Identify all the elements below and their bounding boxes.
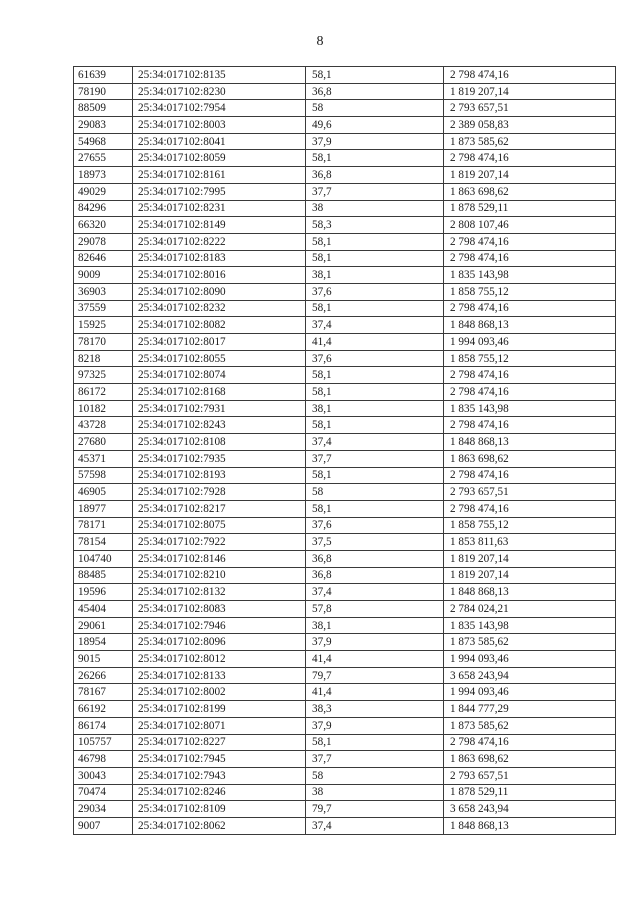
cadastral-value-cell: 1 819 207,14	[444, 83, 616, 100]
area-cell: 58,1	[306, 417, 444, 434]
record-number-cell: 9007	[74, 817, 133, 834]
cadastral-number-cell: 25:34:017102:8210	[133, 567, 306, 584]
cadastral-value-cell: 1 835 143,98	[444, 400, 616, 417]
area-cell: 37,9	[306, 634, 444, 651]
record-number-cell: 37559	[74, 300, 133, 317]
cadastral-number-cell: 25:34:017102:8135	[133, 67, 306, 84]
area-cell: 58	[306, 100, 444, 117]
area-cell: 37,9	[306, 133, 444, 150]
record-number-cell: 86174	[74, 717, 133, 734]
table-row	[74, 651, 616, 668]
cadastral-number-cell: 25:34:017102:8230	[133, 83, 306, 100]
record-number-cell: 78190	[74, 83, 133, 100]
cadastral-value-cell: 1 835 143,98	[444, 617, 616, 634]
cadastral-value-cell: 2 798 474,16	[444, 300, 616, 317]
table-row	[74, 300, 616, 317]
cadastral-number-cell: 25:34:017102:8149	[133, 217, 306, 234]
cadastral-number-cell: 25:34:017102:8012	[133, 651, 306, 668]
table-row	[74, 767, 616, 784]
cadastral-number-cell: 25:34:017102:8003	[133, 117, 306, 134]
record-number-cell: 30043	[74, 767, 133, 784]
table-row	[74, 684, 616, 701]
record-number-cell: 9015	[74, 651, 133, 668]
table-row	[74, 417, 616, 434]
cadastral-value-cell: 2 793 657,51	[444, 767, 616, 784]
table-row	[74, 717, 616, 734]
cadastral-value-cell: 1 848 868,13	[444, 434, 616, 451]
record-number-cell: 15925	[74, 317, 133, 334]
cadastral-number-cell: 25:34:017102:8227	[133, 734, 306, 751]
area-cell: 38,1	[306, 617, 444, 634]
table-row	[74, 167, 616, 184]
table-row	[74, 183, 616, 200]
table-row	[74, 500, 616, 517]
record-number-cell: 97325	[74, 367, 133, 384]
table-row	[74, 751, 616, 768]
table-row	[74, 317, 616, 334]
record-number-cell: 88485	[74, 567, 133, 584]
area-cell: 37,6	[306, 283, 444, 300]
area-cell: 38	[306, 200, 444, 217]
table-row	[74, 450, 616, 467]
record-number-cell: 29034	[74, 801, 133, 818]
record-number-cell: 104740	[74, 550, 133, 567]
record-number-cell: 49029	[74, 183, 133, 200]
cadastral-number-cell: 25:34:017102:8083	[133, 601, 306, 618]
table-row	[74, 217, 616, 234]
area-cell: 37,7	[306, 183, 444, 200]
table-row	[74, 334, 616, 351]
record-number-cell: 29078	[74, 233, 133, 250]
cadastral-number-cell: 25:34:017102:7928	[133, 484, 306, 501]
record-number-cell: 8218	[74, 350, 133, 367]
cadastral-value-cell: 2 798 474,16	[444, 500, 616, 517]
cadastral-value-cell: 1 853 811,63	[444, 534, 616, 551]
record-number-cell: 57598	[74, 467, 133, 484]
record-number-cell: 36903	[74, 283, 133, 300]
record-number-cell: 45371	[74, 450, 133, 467]
cadastral-number-cell: 25:34:017102:8074	[133, 367, 306, 384]
cadastral-number-cell: 25:34:017102:8193	[133, 467, 306, 484]
area-cell: 37,4	[306, 817, 444, 834]
area-cell: 37,7	[306, 751, 444, 768]
table-row	[74, 484, 616, 501]
record-number-cell: 78170	[74, 334, 133, 351]
cadastral-value-cell: 1 858 755,12	[444, 517, 616, 534]
area-cell: 41,4	[306, 651, 444, 668]
cadastral-number-cell: 25:34:017102:7954	[133, 100, 306, 117]
record-number-cell: 27680	[74, 434, 133, 451]
area-cell: 58,1	[306, 150, 444, 167]
table-row	[74, 567, 616, 584]
record-number-cell: 88509	[74, 100, 133, 117]
table-row	[74, 701, 616, 718]
property-table-body	[74, 67, 616, 835]
cadastral-value-cell: 1 835 143,98	[444, 267, 616, 284]
area-cell: 37,4	[306, 584, 444, 601]
cadastral-number-cell: 25:34:017102:7935	[133, 450, 306, 467]
cadastral-number-cell: 25:34:017102:8243	[133, 417, 306, 434]
table-row	[74, 367, 616, 384]
table-row	[74, 584, 616, 601]
cadastral-value-cell: 1 844 777,29	[444, 701, 616, 718]
record-number-cell: 19596	[74, 584, 133, 601]
table-row	[74, 133, 616, 150]
cadastral-number-cell: 25:34:017102:8199	[133, 701, 306, 718]
area-cell: 79,7	[306, 801, 444, 818]
area-cell: 36,8	[306, 567, 444, 584]
record-number-cell: 18977	[74, 500, 133, 517]
cadastral-value-cell: 1 858 755,12	[444, 350, 616, 367]
area-cell: 58,1	[306, 384, 444, 401]
cadastral-number-cell: 25:34:017102:8075	[133, 517, 306, 534]
record-number-cell: 70474	[74, 784, 133, 801]
table-row	[74, 817, 616, 834]
cadastral-value-cell: 1 878 529,11	[444, 200, 616, 217]
area-cell: 58,1	[306, 500, 444, 517]
cadastral-value-cell: 1 848 868,13	[444, 584, 616, 601]
area-cell: 58	[306, 767, 444, 784]
record-number-cell: 86172	[74, 384, 133, 401]
cadastral-value-cell: 1 873 585,62	[444, 133, 616, 150]
record-number-cell: 84296	[74, 200, 133, 217]
cadastral-value-cell: 1 819 207,14	[444, 567, 616, 584]
cadastral-number-cell: 25:34:017102:8096	[133, 634, 306, 651]
cadastral-number-cell: 25:34:017102:8183	[133, 250, 306, 267]
area-cell: 38,1	[306, 400, 444, 417]
cadastral-value-cell: 2 784 024,21	[444, 601, 616, 618]
table-row	[74, 250, 616, 267]
record-number-cell: 9009	[74, 267, 133, 284]
record-number-cell: 46798	[74, 751, 133, 768]
area-cell: 58,1	[306, 367, 444, 384]
area-cell: 38,1	[306, 267, 444, 284]
cadastral-value-cell: 2 793 657,51	[444, 484, 616, 501]
cadastral-number-cell: 25:34:017102:8132	[133, 584, 306, 601]
area-cell: 58,1	[306, 233, 444, 250]
table-row	[74, 467, 616, 484]
table-row	[74, 634, 616, 651]
area-cell: 37,7	[306, 450, 444, 467]
record-number-cell: 43728	[74, 417, 133, 434]
cadastral-value-cell: 1 863 698,62	[444, 751, 616, 768]
cadastral-value-cell: 1 873 585,62	[444, 717, 616, 734]
record-number-cell: 78171	[74, 517, 133, 534]
cadastral-value-cell: 1 858 755,12	[444, 283, 616, 300]
record-number-cell: 54968	[74, 133, 133, 150]
cadastral-number-cell: 25:34:017102:7943	[133, 767, 306, 784]
area-cell: 58,1	[306, 300, 444, 317]
area-cell: 41,4	[306, 334, 444, 351]
cadastral-value-cell: 1 848 868,13	[444, 817, 616, 834]
cadastral-number-cell: 25:34:017102:8109	[133, 801, 306, 818]
area-cell: 36,8	[306, 83, 444, 100]
cadastral-value-cell: 1 873 585,62	[444, 634, 616, 651]
record-number-cell: 66192	[74, 701, 133, 718]
table-row	[74, 801, 616, 818]
cadastral-number-cell: 25:34:017102:8168	[133, 384, 306, 401]
area-cell: 37,9	[306, 717, 444, 734]
table-row	[74, 384, 616, 401]
property-table-container	[73, 66, 615, 835]
table-row	[74, 283, 616, 300]
record-number-cell: 46905	[74, 484, 133, 501]
cadastral-number-cell: 25:34:017102:8041	[133, 133, 306, 150]
table-row	[74, 784, 616, 801]
record-number-cell: 27655	[74, 150, 133, 167]
cadastral-number-cell: 25:34:017102:8071	[133, 717, 306, 734]
cadastral-value-cell: 2 389 058,83	[444, 117, 616, 134]
cadastral-number-cell: 25:34:017102:7931	[133, 400, 306, 417]
record-number-cell: 66320	[74, 217, 133, 234]
area-cell: 58,1	[306, 67, 444, 84]
cadastral-number-cell: 25:34:017102:8232	[133, 300, 306, 317]
table-row	[74, 434, 616, 451]
area-cell: 58,1	[306, 467, 444, 484]
area-cell: 58,1	[306, 734, 444, 751]
cadastral-value-cell: 2 798 474,16	[444, 67, 616, 84]
record-number-cell: 29061	[74, 617, 133, 634]
cadastral-number-cell: 25:34:017102:8146	[133, 550, 306, 567]
cadastral-number-cell: 25:34:017102:8222	[133, 233, 306, 250]
table-row	[74, 550, 616, 567]
cadastral-value-cell: 2 798 474,16	[444, 367, 616, 384]
cadastral-number-cell: 25:34:017102:8217	[133, 500, 306, 517]
table-row	[74, 117, 616, 134]
table-row	[74, 200, 616, 217]
cadastral-number-cell: 25:34:017102:8082	[133, 317, 306, 334]
record-number-cell: 45404	[74, 601, 133, 618]
cadastral-number-cell: 25:34:017102:8002	[133, 684, 306, 701]
cadastral-value-cell: 1 994 093,46	[444, 334, 616, 351]
table-row	[74, 67, 616, 84]
record-number-cell: 105757	[74, 734, 133, 751]
area-cell: 79,7	[306, 667, 444, 684]
cadastral-number-cell: 25:34:017102:8090	[133, 283, 306, 300]
page-number: 8	[316, 34, 324, 49]
cadastral-value-cell: 2 798 474,16	[444, 734, 616, 751]
cadastral-value-cell: 1 994 093,46	[444, 684, 616, 701]
cadastral-number-cell: 25:34:017102:7922	[133, 534, 306, 551]
cadastral-value-cell: 2 798 474,16	[444, 233, 616, 250]
property-table	[73, 66, 616, 835]
area-cell: 58	[306, 484, 444, 501]
area-cell: 37,5	[306, 534, 444, 551]
area-cell: 38,3	[306, 701, 444, 718]
area-cell: 57,8	[306, 601, 444, 618]
area-cell: 38	[306, 784, 444, 801]
record-number-cell: 61639	[74, 67, 133, 84]
table-row	[74, 534, 616, 551]
cadastral-value-cell: 2 798 474,16	[444, 417, 616, 434]
cadastral-number-cell: 25:34:017102:8246	[133, 784, 306, 801]
table-row	[74, 517, 616, 534]
cadastral-value-cell: 1 863 698,62	[444, 450, 616, 467]
cadastral-value-cell: 1 863 698,62	[444, 183, 616, 200]
area-cell: 41,4	[306, 684, 444, 701]
cadastral-number-cell: 25:34:017102:8231	[133, 200, 306, 217]
area-cell: 37,4	[306, 434, 444, 451]
cadastral-value-cell: 2 798 474,16	[444, 384, 616, 401]
table-row	[74, 400, 616, 417]
table-row	[74, 734, 616, 751]
record-number-cell: 82646	[74, 250, 133, 267]
area-cell: 36,8	[306, 167, 444, 184]
record-number-cell: 18973	[74, 167, 133, 184]
cadastral-number-cell: 25:34:017102:7946	[133, 617, 306, 634]
record-number-cell: 10182	[74, 400, 133, 417]
cadastral-value-cell: 2 798 474,16	[444, 250, 616, 267]
cadastral-value-cell: 3 658 243,94	[444, 667, 616, 684]
cadastral-number-cell: 25:34:017102:8161	[133, 167, 306, 184]
cadastral-number-cell: 25:34:017102:8059	[133, 150, 306, 167]
table-row	[74, 100, 616, 117]
record-number-cell: 29083	[74, 117, 133, 134]
cadastral-number-cell: 25:34:017102:7945	[133, 751, 306, 768]
area-cell: 36,8	[306, 550, 444, 567]
table-row	[74, 350, 616, 367]
table-row	[74, 667, 616, 684]
cadastral-value-cell: 2 798 474,16	[444, 150, 616, 167]
area-cell: 37,6	[306, 517, 444, 534]
record-number-cell: 78154	[74, 534, 133, 551]
cadastral-value-cell: 1 819 207,14	[444, 550, 616, 567]
table-row	[74, 83, 616, 100]
table-row	[74, 601, 616, 618]
area-cell: 37,4	[306, 317, 444, 334]
area-cell: 58,3	[306, 217, 444, 234]
cadastral-number-cell: 25:34:017102:8108	[133, 434, 306, 451]
area-cell: 37,6	[306, 350, 444, 367]
record-number-cell: 18954	[74, 634, 133, 651]
cadastral-value-cell: 2 793 657,51	[444, 100, 616, 117]
cadastral-value-cell: 2 808 107,46	[444, 217, 616, 234]
cadastral-number-cell: 25:34:017102:8055	[133, 350, 306, 367]
record-number-cell: 26266	[74, 667, 133, 684]
cadastral-number-cell: 25:34:017102:8017	[133, 334, 306, 351]
cadastral-value-cell: 1 819 207,14	[444, 167, 616, 184]
table-row	[74, 617, 616, 634]
table-row	[74, 150, 616, 167]
cadastral-number-cell: 25:34:017102:8133	[133, 667, 306, 684]
record-number-cell: 78167	[74, 684, 133, 701]
cadastral-value-cell: 2 798 474,16	[444, 467, 616, 484]
area-cell: 58,1	[306, 250, 444, 267]
cadastral-number-cell: 25:34:017102:7995	[133, 183, 306, 200]
cadastral-value-cell: 1 878 529,11	[444, 784, 616, 801]
table-row	[74, 267, 616, 284]
area-cell: 49,6	[306, 117, 444, 134]
cadastral-number-cell: 25:34:017102:8062	[133, 817, 306, 834]
cadastral-number-cell: 25:34:017102:8016	[133, 267, 306, 284]
table-row	[74, 233, 616, 250]
cadastral-value-cell: 1 848 868,13	[444, 317, 616, 334]
cadastral-value-cell: 3 658 243,94	[444, 801, 616, 818]
cadastral-value-cell: 1 994 093,46	[444, 651, 616, 668]
